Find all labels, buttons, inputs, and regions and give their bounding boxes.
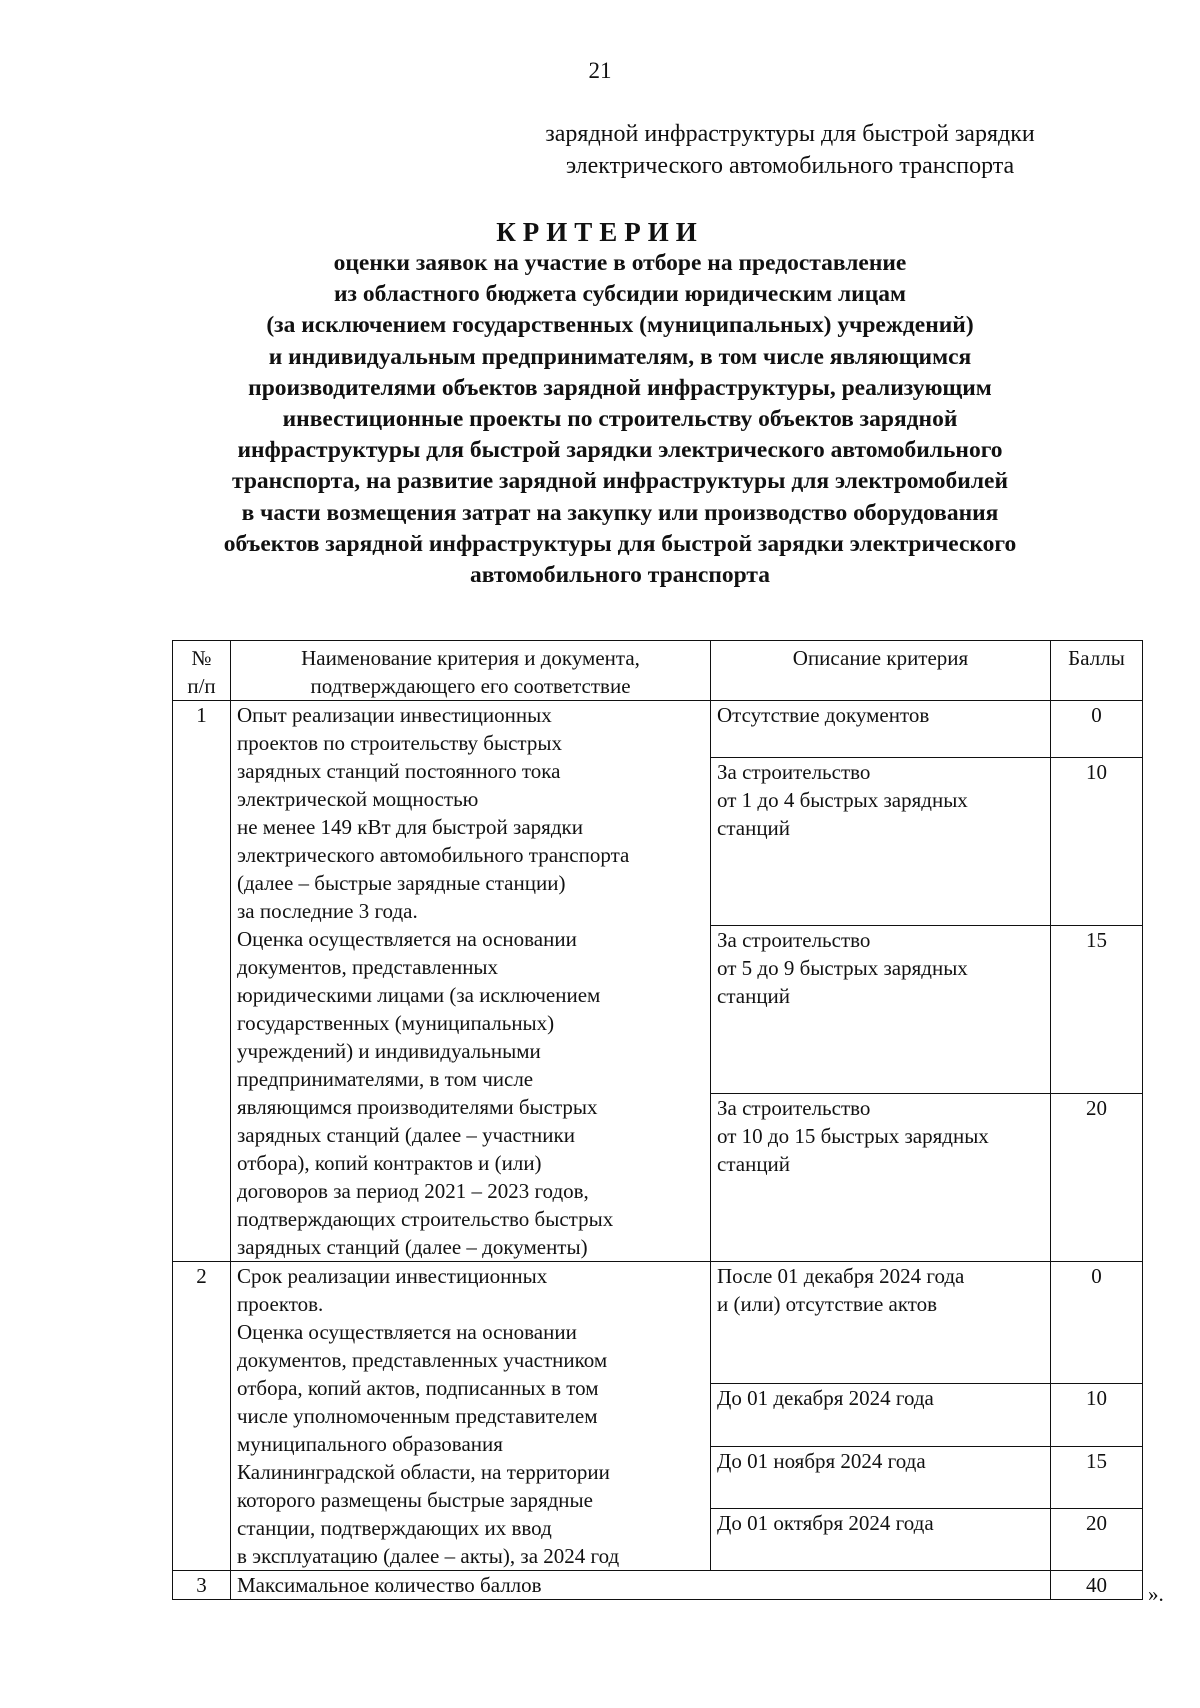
criterion-name-line: документов, представленных участником (237, 1348, 608, 1372)
criterion-name-line: которого размещены быстрые зарядные (237, 1488, 593, 1512)
criterion-option-description (711, 1094, 1051, 1262)
criterion-name-line: проектов. (237, 1292, 324, 1316)
option-points: 20 (1051, 1508, 1143, 1570)
row-number: 1 (173, 701, 231, 1262)
total-points: 40 (1051, 1571, 1143, 1600)
criterion-name-line: в эксплуатацию (далее – акты), за 2024 год (237, 1544, 620, 1568)
option-description-line: от 1 до 4 быстрых зарядных (717, 788, 968, 813)
criterion-name-line: муниципального образования (237, 1432, 503, 1456)
subtitle-line: зарядной инфраструктуры для быстрой зарядки (545, 121, 1035, 147)
criterion-name-line: отбора, копий актов, подписанных в том (237, 1376, 599, 1400)
criterion-name-line: Опыт реализации инвестиционных (237, 703, 552, 727)
page-number: 21 (588, 58, 612, 83)
criterion-name-line: юридическими лицами (за исключением (237, 983, 601, 1007)
criterion-name-line: Оценка осуществляется на основании (237, 927, 577, 951)
criterion-name-line: предпринимателями, в том числе (237, 1067, 534, 1091)
option-description-line: До 01 декабря 2024 года (717, 1386, 934, 1411)
subtitle-line: электрического автомобильного транспорта (565, 153, 1015, 179)
option-points: 10 (1051, 1384, 1143, 1446)
option-description-line: станций (717, 816, 791, 841)
criterion-name-line: станции, подтверждающих их ввод (237, 1516, 552, 1540)
criterion-name-line: (далее – быстрые зарядные станции) (237, 871, 566, 895)
criterion-name-line: договоров за период 2021 – 2023 годов, (237, 1179, 589, 1203)
criterion-name-line: электрической мощностью (237, 787, 479, 811)
table-row (173, 701, 1143, 758)
description-line: из областного бюджета субсидии юридическим лицам (333, 281, 907, 308)
header-number-line: п/п (187, 674, 216, 698)
description-line: инвестиционные проекты по строительству объектов зарядной (282, 406, 958, 433)
header-criterion-description: Описание критерия (711, 641, 1051, 701)
criterion-name-line: подтверждающих строительство быстрых (237, 1207, 614, 1231)
option-points: 15 (1051, 1446, 1143, 1508)
description-line: (за исключением государственных (муниципальных) учреждений) (266, 312, 974, 339)
option-description-line: от 10 до 15 быстрых зарядных (717, 1124, 989, 1149)
description-line: транспорта, на развитие зарядной инфраструктуры для электромобилей (231, 468, 1008, 495)
option-description-line: За строительство (717, 1096, 871, 1121)
criterion-name-line: являющимся производителями быстрых (237, 1095, 598, 1119)
row-number: 2 (173, 1262, 231, 1571)
document-subtitle (480, 118, 1100, 182)
criterion-name-line: за последние 3 года. (237, 899, 418, 923)
criterion-name (231, 1262, 711, 1571)
criterion-name-line: проектов по строительству быстрых (237, 731, 562, 755)
header-points: Баллы (1051, 641, 1143, 701)
header-name-line: подтверждающего его соответствие (310, 674, 631, 698)
option-description-line: За строительство (717, 928, 871, 953)
criterion-name-line: отбора), копий контрактов и (или) (237, 1151, 542, 1175)
criterion-name-line: зарядных станций (далее – документы) (237, 1235, 588, 1259)
criterion-name-line: учреждений) и индивидуальными (237, 1039, 541, 1063)
criterion-option-description (711, 758, 1051, 926)
criterion-name-line: числе уполномоченным представителем (237, 1404, 598, 1428)
option-points: 0 (1051, 1262, 1143, 1384)
option-description-line: станций (717, 984, 791, 1009)
criteria-heading: КРИТЕРИИ (496, 217, 704, 247)
option-description-line: станций (717, 1152, 791, 1177)
description-line: в части возмещения затрат на закупку или производство оборудования (241, 499, 999, 526)
option-points: 20 (1051, 1094, 1143, 1262)
option-description-line: До 01 ноября 2024 года (717, 1448, 926, 1473)
criterion-option-description (711, 1384, 1051, 1446)
table-row (173, 1262, 1143, 1384)
description-line: автомобильного транспорта (470, 562, 770, 589)
description-line: производителями объектов зарядной инфраструктуры, реализующим (248, 374, 992, 401)
criterion-name-line: Калининградской области, на территории (237, 1460, 610, 1484)
criterion-option-description (711, 701, 1051, 758)
criterion-name-line: зарядных станций постоянного тока (237, 759, 561, 783)
criteria-description (160, 248, 1080, 591)
total-label: Максимальное количество баллов (231, 1571, 1051, 1600)
total-row-number: 3 (173, 1571, 231, 1600)
criterion-name (231, 701, 711, 1262)
criterion-name-line: не менее 149 кВт для быстрой зарядки (237, 815, 583, 839)
option-description-line: После 01 декабря 2024 года (717, 1264, 965, 1288)
criterion-option-description (711, 1508, 1051, 1570)
option-description-line: Отсутствие документов (717, 703, 930, 727)
closing-quote-mark: ». (1148, 1582, 1164, 1606)
criterion-option-description (711, 926, 1051, 1094)
criteria-table (172, 640, 1143, 1600)
header-number (173, 641, 231, 701)
criterion-option-description (711, 1262, 1051, 1384)
description-line: инфраструктуры для быстрой зарядки электрического автомобильного (237, 437, 1003, 464)
header-name-line: Наименование критерия и документа, (301, 646, 640, 670)
description-line: объектов зарядной инфраструктуры для быстрой зарядки электрического (223, 530, 1017, 557)
option-points: 15 (1051, 926, 1143, 1094)
criterion-name-line: Срок реализации инвестиционных (237, 1264, 548, 1288)
criterion-name-line: Оценка осуществляется на основании (237, 1320, 577, 1344)
table-header-row (173, 641, 1143, 701)
criterion-name-line: документов, представленных (237, 955, 499, 979)
option-description-line: и (или) отсутствие актов (717, 1292, 938, 1316)
header-criterion-name (231, 641, 711, 701)
description-line: оценки заявок на участие в отборе на предоставление (333, 250, 907, 276)
option-points: 0 (1051, 701, 1143, 758)
description-line: и индивидуальным предпринимателям, в том числе являющимся (268, 343, 972, 370)
criterion-option-description (711, 1446, 1051, 1508)
total-row (173, 1571, 1143, 1600)
criterion-name-line: электрического автомобильного транспорта (237, 843, 630, 867)
option-description-line: от 5 до 9 быстрых зарядных (717, 956, 968, 981)
option-description-line: За строительство (717, 760, 871, 785)
criterion-name-line: государственных (муниципальных) (237, 1011, 555, 1035)
option-points: 10 (1051, 758, 1143, 926)
criterion-name-line: зарядных станций (далее – участники (237, 1123, 575, 1147)
option-description-line: До 01 октября 2024 года (717, 1510, 934, 1535)
header-number-line: № (191, 646, 212, 670)
